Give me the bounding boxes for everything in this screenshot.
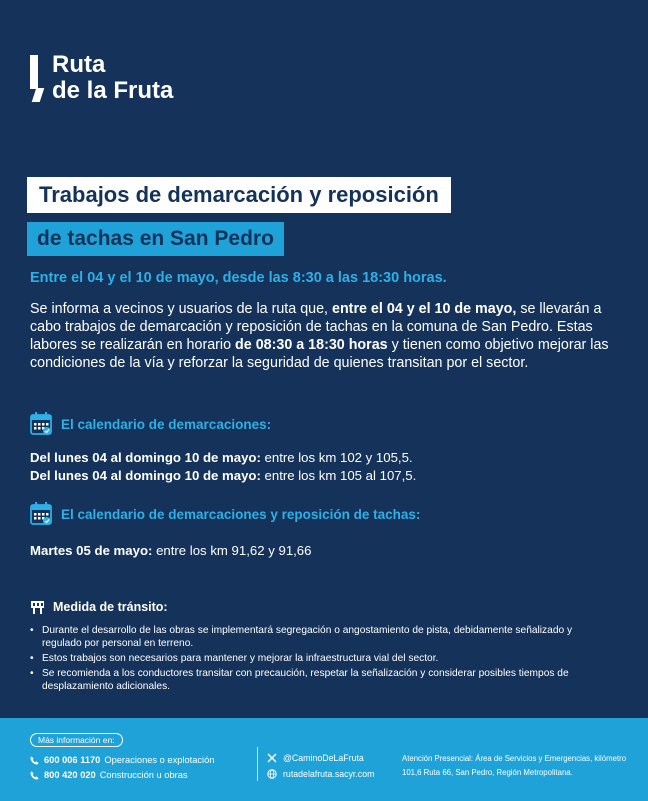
row-km: entre los km 102 y 105,5.: [260, 450, 413, 465]
phone-icon: [30, 771, 39, 780]
row-km: entre los km 105 al 107,5.: [260, 468, 417, 483]
row-date: Del lunes 04 al domingo 10 de mayo:: [30, 468, 261, 483]
intro-text-1: Se informa a vecinos y usuarios de la ruta que,: [30, 301, 332, 317]
social-link-x[interactable]: [267, 753, 364, 763]
logo-wordmark: [52, 52, 173, 104]
calendar2-row: [30, 543, 311, 558]
list-item: • Durante el desarrollo de las obras se implementará segregación o angostamiento de pista, debidamente señalizado y regulado por personal en terreno.: [30, 624, 590, 650]
social-link-web[interactable]: [267, 769, 374, 779]
website-url: rutadelafruta.sacyr.com: [283, 769, 375, 779]
list-item: • Se recomienda a los conductores transitar con precaución, respetar la señalización y considerar posibles tiempos de desplazamiento adicionales.: [30, 667, 590, 693]
phone-number: 600 006 1170: [44, 755, 101, 765]
attention-address: Atención Presencial: Área de Servicios y Emergencias, kilómetro 101,6 Ruta 66, San Pedro, Región Metropolitana.: [402, 754, 627, 777]
phone-line[interactable]: [30, 770, 188, 780]
intro-paragraph: [30, 300, 620, 372]
transit-bullets: [30, 624, 590, 695]
logo-line1: Ruta: [52, 51, 106, 78]
list-item: • Estos trabajos son necesarios para mantener y mejorar la infraestructura vial del sector.: [30, 652, 590, 665]
calendar1-heading: [30, 412, 271, 436]
social-handle: @CaminoDeLaFruta: [283, 753, 364, 763]
row-date: Martes 05 de mayo:: [30, 543, 153, 558]
logo-line2: de la Fruta: [52, 77, 174, 104]
phone-line[interactable]: [30, 755, 214, 765]
road-sign-icon: [30, 600, 45, 614]
title-line1: Trabajos de demarcación y reposición: [27, 177, 451, 213]
more-info-pill: Más información en:: [30, 733, 123, 747]
intro-text-3: y tienen como objetivo mejorar las condiciones de la vía y reforzar la seguridad de quienes transitan por el sector.: [30, 337, 609, 371]
globe-icon: [267, 769, 277, 779]
phone-number: 800 420 020: [44, 770, 96, 780]
calendar1-row: [30, 468, 416, 483]
transit-title: Medida de tránsito:: [53, 600, 168, 614]
footer-divider: [257, 747, 258, 781]
phone-label: Construcción u obras: [99, 770, 188, 780]
x-logo-icon: [267, 753, 277, 763]
calendar2-heading: [30, 502, 420, 526]
calendar1-title: El calendario de demarcaciones:: [61, 416, 272, 432]
logo-mark: [30, 55, 38, 89]
intro-bold-1: entre el 04 y el 10 de mayo,: [332, 301, 517, 317]
transit-heading: [30, 600, 168, 614]
row-date: Del lunes 04 al domingo 10 de mayo:: [30, 450, 261, 465]
calendar-icon: [30, 412, 52, 436]
calendar2-title: El calendario de demarcaciones y reposición de tachas:: [61, 506, 421, 522]
phone-label: Operaciones o explotación: [104, 755, 215, 765]
calendar1-row: [30, 450, 413, 465]
logo-mark-foot: [32, 88, 45, 102]
intro-text-2: se llevarán a cabo trabajos de demarcación y reposición de tachas en la comuna de San Pedro. Estas labores se realizarán en horario: [30, 301, 602, 353]
phone-icon: [30, 756, 39, 765]
calendar-icon: [30, 502, 52, 526]
dates-highlight: Entre el 04 y el 10 de mayo, desde las 8:30 a las 18:30 horas.: [30, 270, 447, 286]
intro-bold-2: de 08:30 a 18:30 horas: [235, 337, 388, 353]
row-km: entre los km 91,62 y 91,66: [152, 543, 312, 558]
title-line2: de tachas en San Pedro: [27, 222, 284, 256]
